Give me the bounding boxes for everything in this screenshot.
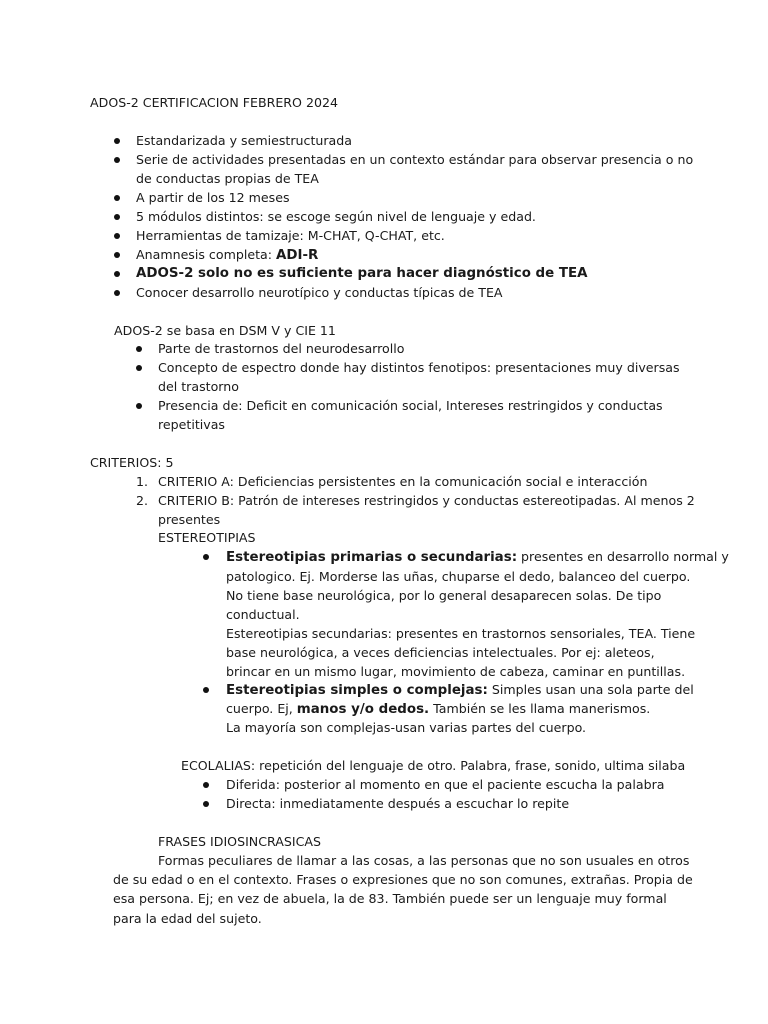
bullet-icon bbox=[136, 403, 142, 409]
list-item: Serie de actividades presentadas en un contexto estándar para observar presencia o no bbox=[136, 152, 694, 167]
item-text: patologico. Ej. Morderse las uñas, chuparse el dedo, balanceo del cuerpo. bbox=[226, 569, 691, 584]
list-item-continuation: de conductas propias de TEA bbox=[136, 171, 319, 186]
list-number: 2. bbox=[136, 493, 149, 508]
criterio-b: CRITERIO B: Patrón de intereses restringidos y conductas estereotipadas. Al menos 2 bbox=[158, 493, 695, 508]
bullet-icon bbox=[114, 214, 120, 220]
list-item bbox=[226, 547, 729, 567]
bullet-icon bbox=[136, 346, 142, 352]
paragraph-line: esa persona. Ej; en vez de abuela, la de 83. También puede ser un lenguaje muy formal bbox=[113, 891, 667, 906]
bullet-icon bbox=[136, 365, 142, 371]
item-text: No tiene base neurológica, por lo general desaparecen solas. De tipo bbox=[226, 588, 662, 603]
criterio-a: CRITERIO A: Deficiencias persistentes en la comunicación social e interacción bbox=[158, 474, 648, 489]
item-text: Simples usan una sola parte del bbox=[487, 682, 694, 697]
list-item: 5 módulos distintos: se escoge según nivel de lenguaje y edad. bbox=[136, 209, 536, 224]
item-text: conductual. bbox=[226, 607, 300, 622]
bullet-icon bbox=[203, 782, 209, 788]
item-text: cuerpo. Ej, bbox=[226, 701, 297, 716]
bullet-icon bbox=[114, 157, 120, 163]
list-item: Parte de trastornos del neurodesarrollo bbox=[158, 341, 405, 356]
list-item: Diferida: posterior al momento en que el paciente escucha la palabra bbox=[226, 777, 665, 792]
item-text: También se les llama manerismos. bbox=[429, 701, 651, 716]
section-heading: CRITERIOS: 5 bbox=[90, 455, 174, 470]
bullet-icon bbox=[203, 801, 209, 807]
item-heading: Estereotipias simples o complejas: bbox=[226, 683, 488, 698]
bullet-icon bbox=[114, 271, 120, 277]
subsection-heading: ESTEREOTIPIAS bbox=[158, 530, 256, 545]
item-text: base neurológica, a veces deficiencias intelectuales. Por ej: aleteos, bbox=[226, 645, 655, 660]
paragraph-line: de su edad o en el contexto. Frases o expresiones que no son comunes, extrañas. Propia de bbox=[113, 872, 693, 887]
list-item-emphasis: ADOS-2 solo no es suficiente para hacer diagnóstico de TEA bbox=[136, 266, 588, 281]
bullet-icon bbox=[114, 290, 120, 296]
list-item: Concepto de espectro donde hay distintos fenotipos: presentaciones muy diversas bbox=[158, 360, 680, 375]
item-text bbox=[226, 699, 650, 719]
criterio-b-continuation: presentes bbox=[158, 512, 221, 527]
list-number: 1. bbox=[136, 474, 149, 489]
item-heading: Estereotipias primarias o secundarias: bbox=[226, 550, 518, 565]
list-item: Estandarizada y semiestructurada bbox=[136, 133, 352, 148]
section-heading: ADOS-2 se basa en DSM V y CIE 11 bbox=[114, 323, 336, 338]
list-item: Herramientas de tamizaje: M-CHAT, Q-CHAT, etc. bbox=[136, 228, 445, 243]
bullet-icon bbox=[203, 554, 209, 560]
paragraph-line: Formas peculiares de llamar a las cosas, a las personas que no son usuales en otros bbox=[158, 853, 690, 868]
anamnesis-label: Anamnesis completa: bbox=[136, 247, 276, 262]
list-item bbox=[226, 680, 694, 700]
list-item-continuation: repetitivas bbox=[158, 417, 225, 432]
list-item: Conocer desarrollo neurotípico y conductas típicas de TEA bbox=[136, 285, 503, 300]
bullet-icon bbox=[114, 252, 120, 258]
bullet-icon bbox=[114, 195, 120, 201]
item-text: Estereotipias secundarias: presentes en trastornos sensoriales, TEA. Tiene bbox=[226, 626, 696, 641]
list-item: Presencia de: Deficit en comunicación social, Intereses restringidos y conductas bbox=[158, 398, 663, 413]
adi-r-emphasis: ADI-R bbox=[275, 248, 319, 263]
list-item: Directa: inmediatamente después a escuchar lo repite bbox=[226, 796, 570, 811]
subsection-heading: ECOLALIAS: repetición del lenguaje de otro. Palabra, frase, sonido, ultima silaba bbox=[181, 758, 686, 773]
list-item: A partir de los 12 meses bbox=[136, 190, 290, 205]
item-text: La mayoría son complejas-usan varias partes del cuerpo. bbox=[226, 720, 587, 735]
paragraph-line: para la edad del sujeto. bbox=[113, 911, 262, 926]
bullet-icon bbox=[114, 138, 120, 144]
item-emphasis: manos y/o dedos. bbox=[296, 702, 430, 717]
item-text: brincar en un mismo lugar, movimiento de cabeza, caminar en puntillas. bbox=[226, 664, 686, 679]
document-title: ADOS-2 CERTIFICACION FEBRERO 2024 bbox=[90, 95, 339, 110]
bullet-icon bbox=[203, 687, 209, 693]
list-item-continuation: del trastorno bbox=[158, 379, 239, 394]
list-item bbox=[136, 245, 318, 265]
subsection-heading: FRASES IDIOSINCRASICAS bbox=[158, 834, 321, 849]
item-text: presentes en desarrollo normal y bbox=[517, 549, 729, 564]
bullet-icon bbox=[114, 233, 120, 239]
